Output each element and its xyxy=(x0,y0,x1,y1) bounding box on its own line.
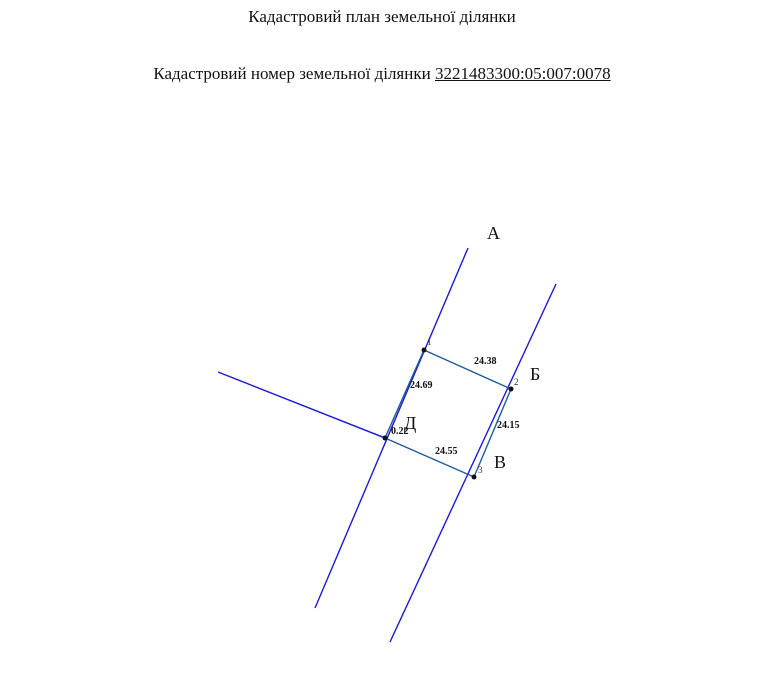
neighbor-label-a: А xyxy=(487,223,500,243)
segment-length-4-1: 24.69 xyxy=(410,380,433,391)
neighbor-line-b xyxy=(390,284,556,642)
cadastral-number-link[interactable]: 3221483300:05:007:0078 xyxy=(434,64,611,83)
page-title: Кадастровий план земельної ділянки xyxy=(248,7,516,26)
neighbor-line-d xyxy=(218,372,385,438)
vertex-point-3 xyxy=(472,475,477,480)
vertex-label-1: 1 xyxy=(427,337,432,347)
neighbor-label-d: Д xyxy=(404,413,417,433)
segment-length-short: 0.22 xyxy=(391,426,409,437)
vertex-label-3: 3 xyxy=(478,465,483,475)
vertex-point-1 xyxy=(422,348,427,353)
segment-length-3-4: 24.55 xyxy=(435,446,458,457)
segment-length-2-3: 24.15 xyxy=(497,420,520,431)
vertex-point-4 xyxy=(383,436,388,441)
neighbor-label-v: В xyxy=(494,452,507,472)
vertex-label-2: 2 xyxy=(514,377,519,387)
cadastral-number-label: Кадастровий номер земельної ділянки xyxy=(153,64,431,83)
neighbor-label-b: Б xyxy=(530,364,541,384)
segment-length-1-2: 24.38 xyxy=(474,356,497,367)
vertex-point-2 xyxy=(509,387,514,392)
